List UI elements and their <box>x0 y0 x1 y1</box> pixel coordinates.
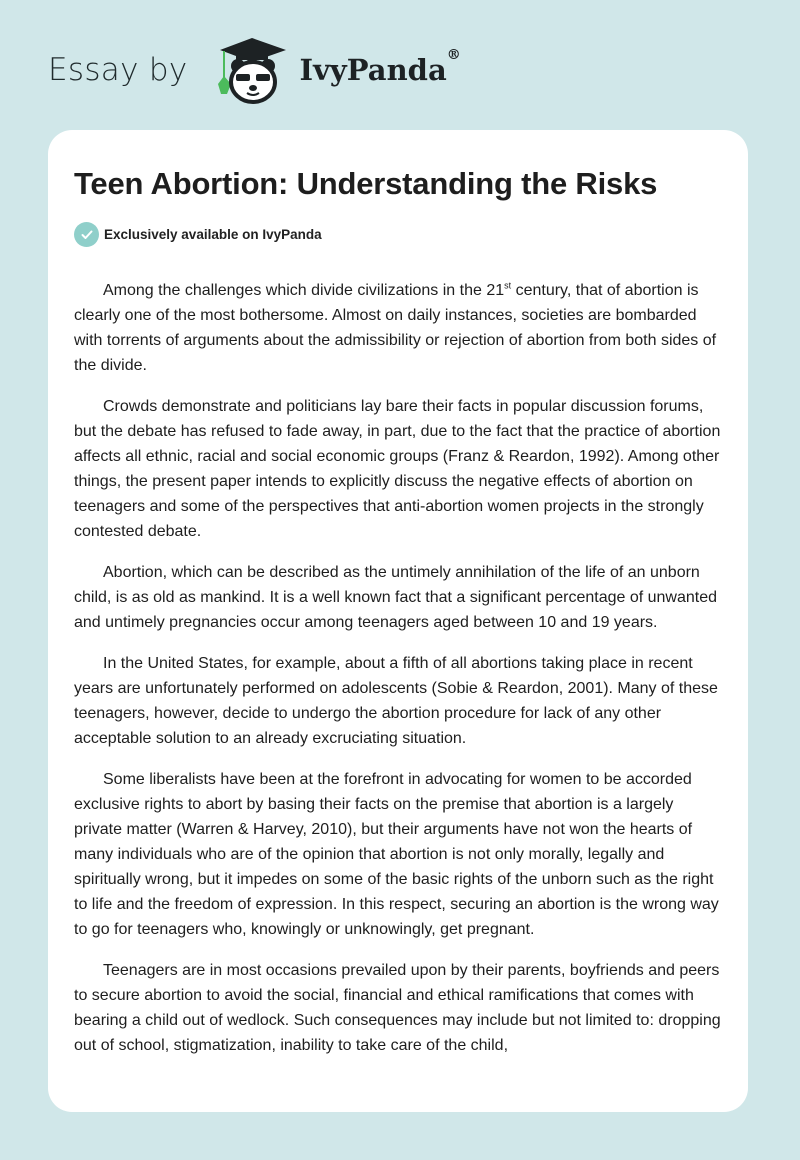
paragraph: Crowds demonstrate and politicians lay bare their facts in popular discussion forums, but the debate has refused to fade away, in part, due to the fact that the practice of abortion affects all ethnic, racial and social economic groups (Franz & Reardon, 1992). Among other things, the present paper intends to explicitly discuss the negative effects of abortion on teenagers and some of the perspectives that anti-abortion women projects in the strongly contested debate. <box>74 398 721 540</box>
ivypanda-logo-icon[interactable] <box>206 34 298 106</box>
check-circle-icon <box>74 222 99 247</box>
essay-card <box>48 130 748 1112</box>
exclusive-badge <box>74 222 322 247</box>
exclusive-label: Exclusively available on IvyPanda <box>104 227 322 242</box>
brand-name <box>299 47 461 87</box>
paragraph: Some liberalists have been at the forefront in advocating for women to be accorded exclusive rights to abort by basing their facts on the premise that abortion is a largely private matter (Warren & Harvey, 2010), but their arguments have not won the hearts of many individuals who are of the opinion that abortion is not only morally, legally and spiritually wrong, but it impedes on some of the basic rights of the unborn such as the right to life and the freedom of expression. In this respect, securing an abortion is the wrong way to go for teenagers who, knowingly or unknowingly, get pregnant. <box>74 771 719 938</box>
site-header <box>48 30 461 110</box>
paragraph: Abortion, which can be described as the untimely annihilation of the life of an unborn child, is as old as mankind. It is a well known fact that a significant percentage of unwanted and untimely pregnancies occur among teenagers aged between 10 and 19 years. <box>74 564 718 631</box>
paragraph-text: Among the challenges which divide civilizations in the 21 <box>103 282 505 299</box>
essay-by-label: Essay by <box>48 52 188 88</box>
brand-text: IvyPanda <box>299 53 447 87</box>
paragraph: Teenagers are in most occasions prevailed upon by their parents, boyfriends and peers to secure abortion to avoid the social, financial and ethical ramifications that comes with bearing a child out of wedlock. Such consequences may include but not limited to: dropping out of school, stigmatization, inability to take care of the child, <box>74 962 721 1054</box>
paragraph-text: century, that of abortion is clearly one of the most bothersome. Almost on daily instances, societies are bombarded with torrents of arguments about the admissibility or rejection of abortion from both sides of the divide. <box>74 282 717 374</box>
essay-body <box>74 278 724 1074</box>
superscript: st <box>504 280 512 291</box>
paragraph: In the United States, for example, about a fifth of all abortions taking place in recent years are unfortunately performed on adolescents (Sobie & Reardon, 2001). Many of these teenagers, however, decide to undergo the abortion procedure for lack of any other acceptable solution to an already excruciating situation. <box>74 655 718 747</box>
paragraph <box>74 278 724 378</box>
essay-title: Teen Abortion: Understanding the Risks <box>74 166 658 201</box>
registered-mark: ® <box>446 47 461 63</box>
